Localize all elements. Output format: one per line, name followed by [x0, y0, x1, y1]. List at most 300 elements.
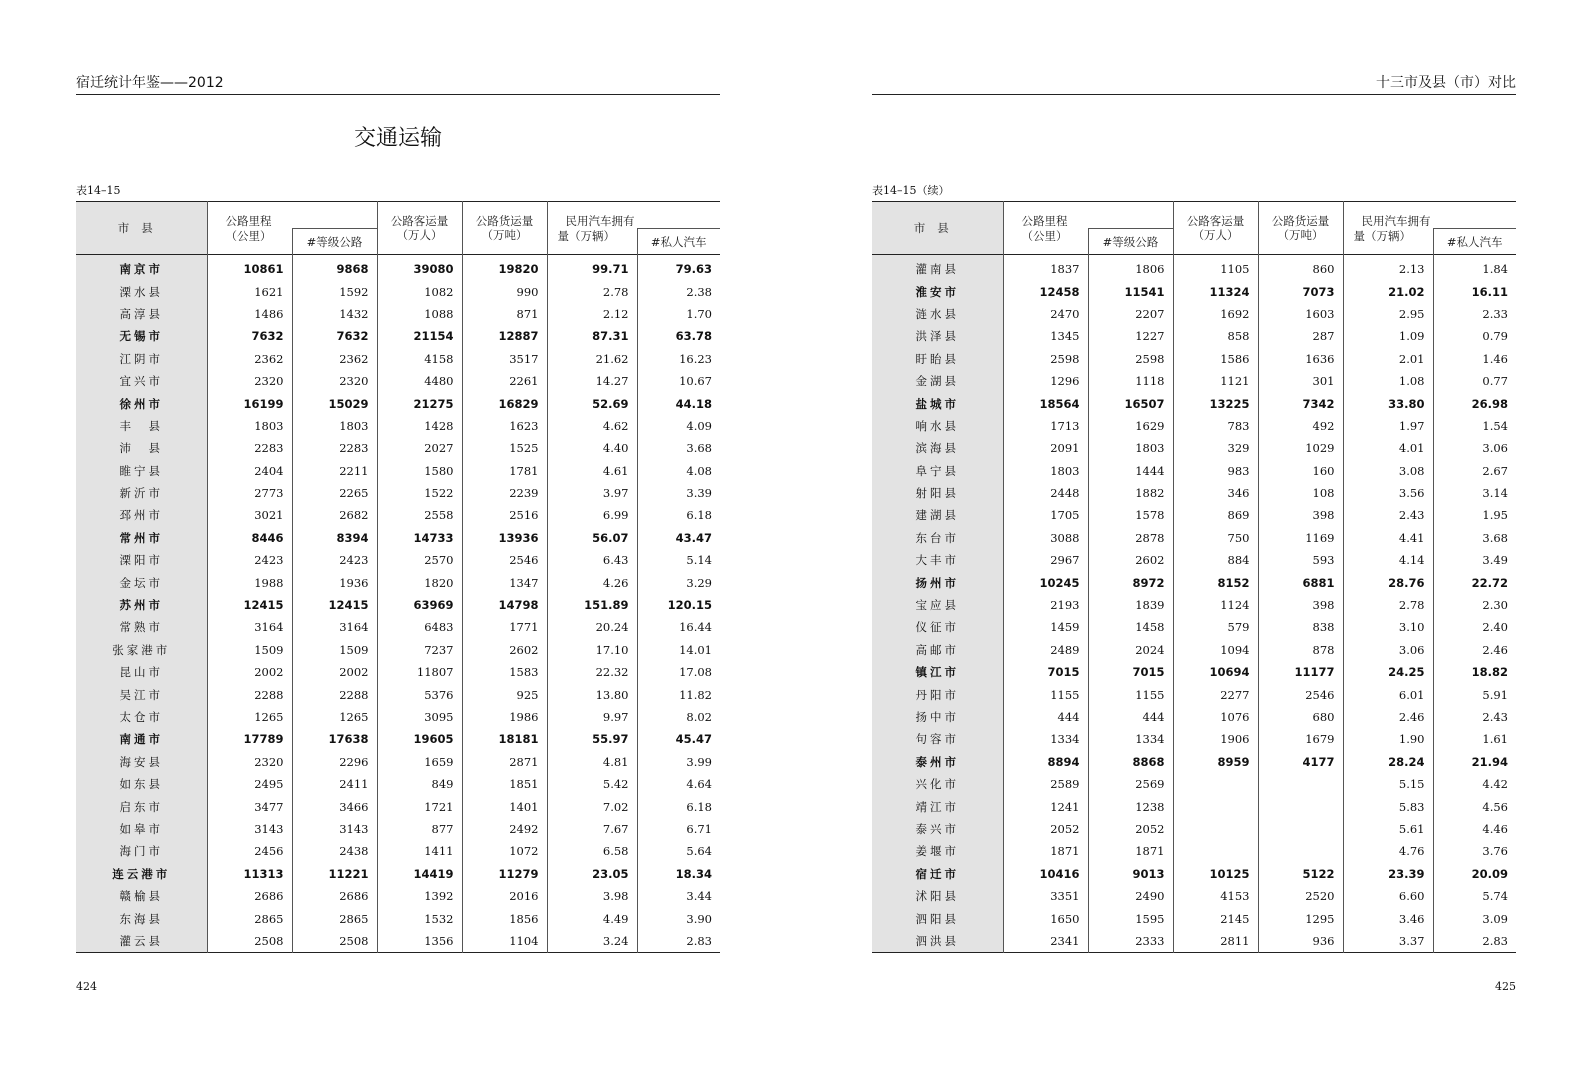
road-mileage-cell: 2423: [207, 549, 292, 571]
region-name: 赣榆县: [76, 885, 207, 907]
graded-roads-cell: 2024: [1088, 639, 1173, 661]
freight-volume-cell: 492: [1258, 415, 1343, 437]
region-name: 南京市: [76, 255, 207, 281]
passenger-volume-cell: 2558: [377, 504, 462, 526]
road-mileage-cell: 1837: [1003, 255, 1088, 281]
private-cars-cell: 3.39: [637, 482, 720, 504]
transport-table-left: [76, 201, 720, 953]
private-cars-cell: 20.09: [1433, 863, 1516, 885]
vehicles-cell: 2.01: [1343, 348, 1433, 370]
passenger-volume-cell: 2811: [1173, 930, 1258, 953]
graded-roads-cell: 1227: [1088, 325, 1173, 347]
vehicles-cell: 3.37: [1343, 930, 1433, 953]
vehicles-cell: 3.10: [1343, 616, 1433, 638]
table-row: [76, 885, 720, 907]
table-row: [872, 527, 1516, 549]
road-mileage-cell: 16199: [207, 392, 292, 414]
graded-roads-cell: 1839: [1088, 594, 1173, 616]
region-name: 仪征市: [872, 616, 1003, 638]
passenger-volume-cell: 4158: [377, 348, 462, 370]
private-cars-cell: 3.68: [637, 437, 720, 459]
vehicles-cell: 4.26: [547, 571, 637, 593]
transport-table-right: [872, 201, 1516, 953]
passenger-volume-cell: 14419: [377, 863, 462, 885]
region-name: 宜兴市: [76, 370, 207, 392]
table-row: [76, 549, 720, 571]
vehicles-cell: 56.07: [547, 527, 637, 549]
private-cars-cell: 79.63: [637, 255, 720, 281]
freight-volume-cell: 1525: [462, 437, 547, 459]
table-row: [872, 370, 1516, 392]
graded-roads-cell: 1595: [1088, 907, 1173, 929]
private-cars-cell: 2.83: [637, 930, 720, 953]
header-passenger: [1173, 202, 1258, 255]
graded-roads-cell: 8394: [292, 527, 377, 549]
freight-volume-cell: 12887: [462, 325, 547, 347]
graded-roads-cell: 2490: [1088, 885, 1173, 907]
chapter-title: 十三市及县（市）对比: [1376, 75, 1516, 91]
private-cars-cell: 2.83: [1433, 930, 1516, 953]
table-row: [76, 751, 720, 773]
vehicles-cell: 3.56: [1343, 482, 1433, 504]
vehicles-cell: 5.15: [1343, 773, 1433, 795]
table-row: [76, 863, 720, 885]
freight-volume-cell: [1258, 818, 1343, 840]
private-cars-cell: 1.95: [1433, 504, 1516, 526]
private-cars-cell: 3.14: [1433, 482, 1516, 504]
region-name: 如皋市: [76, 818, 207, 840]
region-name: 吴江市: [76, 683, 207, 705]
passenger-volume-cell: 4153: [1173, 885, 1258, 907]
private-cars-cell: 3.06: [1433, 437, 1516, 459]
graded-roads-cell: 1629: [1088, 415, 1173, 437]
road-mileage-cell: 2341: [1003, 930, 1088, 953]
section-title: 交通运输: [353, 126, 442, 151]
graded-roads-cell: 1592: [292, 280, 377, 302]
table-row: [872, 773, 1516, 795]
vehicles-cell: 1.08: [1343, 370, 1433, 392]
freight-volume-cell: 1401: [462, 795, 547, 817]
road-mileage-cell: 10245: [1003, 571, 1088, 593]
region-name: 海安县: [76, 751, 207, 773]
freight-volume-cell: 2516: [462, 504, 547, 526]
passenger-volume-cell: 3095: [377, 706, 462, 728]
private-cars-cell: 0.79: [1433, 325, 1516, 347]
private-cars-cell: 3.29: [637, 571, 720, 593]
table-row: [872, 795, 1516, 817]
table-row: [76, 303, 720, 325]
private-cars-cell: 21.94: [1433, 751, 1516, 773]
table-row: [76, 527, 720, 549]
road-mileage-cell: 2967: [1003, 549, 1088, 571]
header-road-mileage-unit: （公里）: [1003, 229, 1088, 255]
freight-volume-cell: 1781: [462, 460, 547, 482]
vehicles-cell: 5.42: [547, 773, 637, 795]
region-name: 常熟市: [76, 616, 207, 638]
yearbook-title: 宿迁统计年鉴——2012: [76, 75, 224, 91]
passenger-volume-cell: 1532: [377, 907, 462, 929]
table-body-left: [76, 255, 720, 953]
private-cars-cell: 1.61: [1433, 728, 1516, 750]
private-cars-cell: 63.78: [637, 325, 720, 347]
private-cars-cell: 45.47: [637, 728, 720, 750]
freight-volume-cell: 1295: [1258, 907, 1343, 929]
passenger-volume-cell: 579: [1173, 616, 1258, 638]
region-name: 宿迁市: [872, 863, 1003, 885]
passenger-volume-cell: 2277: [1173, 683, 1258, 705]
road-mileage-cell: 1803: [1003, 460, 1088, 482]
road-mileage-cell: 1345: [1003, 325, 1088, 347]
table-row: [872, 863, 1516, 885]
vehicles-cell: 4.40: [547, 437, 637, 459]
private-cars-cell: 10.67: [637, 370, 720, 392]
vehicles-cell: 21.62: [547, 348, 637, 370]
table-row: [872, 571, 1516, 593]
private-cars-cell: 5.91: [1433, 683, 1516, 705]
vehicles-cell: 1.97: [1343, 415, 1433, 437]
table-row: [872, 392, 1516, 414]
freight-volume-cell: 11279: [462, 863, 547, 885]
vehicles-cell: 4.41: [1343, 527, 1433, 549]
region-name: 兴化市: [872, 773, 1003, 795]
graded-roads-cell: 2211: [292, 460, 377, 482]
vehicles-cell: 17.10: [547, 639, 637, 661]
header-road-mileage: [1003, 202, 1173, 229]
passenger-volume-cell: 1820: [377, 571, 462, 593]
passenger-volume-cell: 346: [1173, 482, 1258, 504]
header-region: 市县: [872, 202, 1003, 255]
passenger-volume-cell: 19605: [377, 728, 462, 750]
passenger-volume-cell: 21154: [377, 325, 462, 347]
freight-volume-cell: 287: [1258, 325, 1343, 347]
table-row: [872, 255, 1516, 281]
vehicles-cell: 7.02: [547, 795, 637, 817]
graded-roads-cell: 9868: [292, 255, 377, 281]
passenger-volume-cell: 8152: [1173, 571, 1258, 593]
table-row: [76, 683, 720, 705]
passenger-volume-cell: 1392: [377, 885, 462, 907]
region-name: 宝应县: [872, 594, 1003, 616]
vehicles-cell: 2.43: [1343, 504, 1433, 526]
graded-roads-cell: 2411: [292, 773, 377, 795]
vehicles-cell: 5.83: [1343, 795, 1433, 817]
private-cars-cell: 4.46: [1433, 818, 1516, 840]
table-row: [76, 594, 720, 616]
passenger-volume-cell: 877: [377, 818, 462, 840]
private-cars-cell: 120.15: [637, 594, 720, 616]
region-name: 丹阳市: [872, 683, 1003, 705]
table-row: [872, 661, 1516, 683]
road-mileage-cell: 2589: [1003, 773, 1088, 795]
region-name: 东海县: [76, 907, 207, 929]
table-row: [872, 325, 1516, 347]
region-name: 徐州市: [76, 392, 207, 414]
private-cars-cell: 5.14: [637, 549, 720, 571]
freight-volume-cell: 16829: [462, 392, 547, 414]
table-label-left: 表14–15: [76, 184, 121, 197]
freight-volume-cell: 2602: [462, 639, 547, 661]
header-road-mileage-unit: （公里）: [207, 229, 292, 255]
private-cars-cell: 2.67: [1433, 460, 1516, 482]
road-mileage-cell: 7632: [207, 325, 292, 347]
region-name: 金坛市: [76, 571, 207, 593]
private-cars-cell: 3.49: [1433, 549, 1516, 571]
freight-volume-cell: 4177: [1258, 751, 1343, 773]
region-name: 灌南县: [872, 255, 1003, 281]
road-mileage-cell: 11313: [207, 863, 292, 885]
table-row: [872, 437, 1516, 459]
header-freight: [462, 202, 547, 255]
road-mileage-cell: 2362: [207, 348, 292, 370]
road-mileage-cell: 1871: [1003, 840, 1088, 862]
passenger-volume-cell: 869: [1173, 504, 1258, 526]
graded-roads-cell: 2296: [292, 751, 377, 773]
header-passenger-label: 公路客运量: [1186, 214, 1245, 228]
table-row: [872, 683, 1516, 705]
passenger-volume-cell: 1522: [377, 482, 462, 504]
table-row: [76, 437, 720, 459]
region-name: 常州市: [76, 527, 207, 549]
freight-volume-cell: 13936: [462, 527, 547, 549]
road-mileage-cell: 1705: [1003, 504, 1088, 526]
table-row: [872, 504, 1516, 526]
header-graded-roads: #等级公路: [1088, 229, 1173, 255]
freight-volume-cell: 5122: [1258, 863, 1343, 885]
passenger-volume-cell: 1082: [377, 280, 462, 302]
graded-roads-cell: 9013: [1088, 863, 1173, 885]
passenger-volume-cell: 329: [1173, 437, 1258, 459]
private-cars-cell: 3.90: [637, 907, 720, 929]
graded-roads-cell: 2207: [1088, 303, 1173, 325]
region-name: 滨海县: [872, 437, 1003, 459]
road-mileage-cell: 3143: [207, 818, 292, 840]
road-mileage-cell: 1459: [1003, 616, 1088, 638]
passenger-volume-cell: 14733: [377, 527, 462, 549]
region-name: 响水县: [872, 415, 1003, 437]
vehicles-cell: 20.24: [547, 616, 637, 638]
header-vehicles-label: 民用汽车拥有: [565, 214, 635, 228]
road-mileage-cell: 10861: [207, 255, 292, 281]
road-mileage-cell: 7015: [1003, 661, 1088, 683]
region-name: 金湖县: [872, 370, 1003, 392]
graded-roads-cell: 3143: [292, 818, 377, 840]
road-mileage-cell: 3021: [207, 504, 292, 526]
road-mileage-cell: 3477: [207, 795, 292, 817]
table-row: [872, 885, 1516, 907]
table-row: [76, 325, 720, 347]
vehicles-cell: 28.24: [1343, 751, 1433, 773]
graded-roads-cell: 2362: [292, 348, 377, 370]
freight-volume-cell: 19820: [462, 255, 547, 281]
road-mileage-cell: 17789: [207, 728, 292, 750]
road-mileage-cell: 1296: [1003, 370, 1088, 392]
road-mileage-cell: 1621: [207, 280, 292, 302]
region-name: 睢宁县: [76, 460, 207, 482]
table-row: [76, 348, 720, 370]
freight-volume-cell: [1258, 840, 1343, 862]
region-name: 扬州市: [872, 571, 1003, 593]
freight-volume-cell: 1851: [462, 773, 547, 795]
graded-roads-cell: 2686: [292, 885, 377, 907]
graded-roads-cell: 1803: [292, 415, 377, 437]
private-cars-cell: 1.84: [1433, 255, 1516, 281]
road-mileage-cell: 2508: [207, 930, 292, 953]
road-mileage-cell: 1334: [1003, 728, 1088, 750]
freight-volume-cell: 2261: [462, 370, 547, 392]
region-name: 溧阳市: [76, 549, 207, 571]
road-mileage-cell: 2404: [207, 460, 292, 482]
freight-volume-cell: 860: [1258, 255, 1343, 281]
passenger-volume-cell: 2027: [377, 437, 462, 459]
road-mileage-cell: 2002: [207, 661, 292, 683]
left-page: [76, 0, 720, 1077]
passenger-volume-cell: 63969: [377, 594, 462, 616]
passenger-volume-cell: 849: [377, 773, 462, 795]
freight-volume-cell: 2520: [1258, 885, 1343, 907]
private-cars-cell: 4.56: [1433, 795, 1516, 817]
freight-volume-cell: 398: [1258, 594, 1343, 616]
table-row: [76, 482, 720, 504]
vehicles-cell: 2.13: [1343, 255, 1433, 281]
header-passenger-unit: （万人）: [1192, 228, 1239, 242]
region-name: 无锡市: [76, 325, 207, 347]
road-mileage-cell: 2320: [207, 751, 292, 773]
private-cars-cell: 8.02: [637, 706, 720, 728]
region-name: 洪泽县: [872, 325, 1003, 347]
passenger-volume-cell: 884: [1173, 549, 1258, 571]
road-mileage-cell: 2288: [207, 683, 292, 705]
vehicles-cell: 4.61: [547, 460, 637, 482]
table-row: [872, 482, 1516, 504]
graded-roads-cell: 1118: [1088, 370, 1173, 392]
freight-volume-cell: 6881: [1258, 571, 1343, 593]
road-mileage-cell: 2283: [207, 437, 292, 459]
vehicles-cell: 13.80: [547, 683, 637, 705]
region-name: 涟水县: [872, 303, 1003, 325]
region-name: 如东县: [76, 773, 207, 795]
private-cars-cell: 3.09: [1433, 907, 1516, 929]
region-name: 邳州市: [76, 504, 207, 526]
vehicles-cell: 6.99: [547, 504, 637, 526]
road-mileage-cell: 2865: [207, 907, 292, 929]
region-name: 泰兴市: [872, 818, 1003, 840]
table-row: [76, 280, 720, 302]
road-mileage-cell: 12415: [207, 594, 292, 616]
passenger-volume-cell: 6483: [377, 616, 462, 638]
region-name: 建湖县: [872, 504, 1003, 526]
freight-volume-cell: 301: [1258, 370, 1343, 392]
header-road-mileage: [207, 202, 377, 229]
table-row: [76, 639, 720, 661]
table-row: [76, 795, 720, 817]
table-row: [76, 571, 720, 593]
private-cars-cell: 2.46: [1433, 639, 1516, 661]
table-row: [76, 773, 720, 795]
private-cars-cell: 18.34: [637, 863, 720, 885]
freight-volume-cell: 1603: [1258, 303, 1343, 325]
private-cars-cell: 3.99: [637, 751, 720, 773]
road-mileage-cell: 2470: [1003, 303, 1088, 325]
freight-volume-cell: 1623: [462, 415, 547, 437]
graded-roads-cell: 1509: [292, 639, 377, 661]
freight-volume-cell: 7073: [1258, 280, 1343, 302]
freight-volume-cell: 990: [462, 280, 547, 302]
freight-volume-cell: 1347: [462, 571, 547, 593]
graded-roads-cell: 8972: [1088, 571, 1173, 593]
graded-roads-cell: 11221: [292, 863, 377, 885]
vehicles-cell: 3.08: [1343, 460, 1433, 482]
table-row: [76, 818, 720, 840]
freight-volume-cell: 11177: [1258, 661, 1343, 683]
graded-roads-cell: 3466: [292, 795, 377, 817]
vehicles-cell: 4.81: [547, 751, 637, 773]
region-name: 海门市: [76, 840, 207, 862]
region-name: 高邮市: [872, 639, 1003, 661]
freight-volume-cell: 18181: [462, 728, 547, 750]
freight-volume-cell: 2016: [462, 885, 547, 907]
road-mileage-cell: 444: [1003, 706, 1088, 728]
running-head-left: [76, 74, 720, 95]
region-name: 丰 县: [76, 415, 207, 437]
table-row: [872, 348, 1516, 370]
freight-volume-cell: 1169: [1258, 527, 1343, 549]
freight-volume-cell: 2546: [1258, 683, 1343, 705]
header-vehicles-unit: 量（万辆）: [547, 229, 637, 255]
graded-roads-cell: 2423: [292, 549, 377, 571]
passenger-volume-cell: 7237: [377, 639, 462, 661]
road-mileage-cell: 3351: [1003, 885, 1088, 907]
vehicles-cell: 33.80: [1343, 392, 1433, 414]
region-name: 连云港市: [76, 863, 207, 885]
region-name: 句容市: [872, 728, 1003, 750]
region-name: 淮安市: [872, 280, 1003, 302]
region-name: 靖江市: [872, 795, 1003, 817]
header-vehicles-unit: 量（万辆）: [1343, 229, 1433, 255]
graded-roads-cell: 8868: [1088, 751, 1173, 773]
vehicles-cell: 9.97: [547, 706, 637, 728]
graded-roads-cell: 2283: [292, 437, 377, 459]
vehicles-cell: 4.62: [547, 415, 637, 437]
table-row: [872, 639, 1516, 661]
road-mileage-cell: 2320: [207, 370, 292, 392]
private-cars-cell: 6.71: [637, 818, 720, 840]
private-cars-cell: 18.82: [1433, 661, 1516, 683]
table-row: [76, 370, 720, 392]
table-row: [872, 751, 1516, 773]
private-cars-cell: 6.18: [637, 504, 720, 526]
table-row: [872, 415, 1516, 437]
road-mileage-cell: 2686: [207, 885, 292, 907]
vehicles-cell: 3.06: [1343, 639, 1433, 661]
vehicles-cell: 4.14: [1343, 549, 1433, 571]
graded-roads-cell: 1578: [1088, 504, 1173, 526]
private-cars-cell: 3.44: [637, 885, 720, 907]
road-mileage-cell: 2448: [1003, 482, 1088, 504]
private-cars-cell: 14.01: [637, 639, 720, 661]
road-mileage-cell: 2193: [1003, 594, 1088, 616]
vehicles-cell: 3.97: [547, 482, 637, 504]
road-mileage-cell: 18564: [1003, 392, 1088, 414]
vehicles-cell: 3.24: [547, 930, 637, 953]
header-vehicles-label: 民用汽车拥有: [1361, 214, 1431, 228]
road-mileage-cell: 2489: [1003, 639, 1088, 661]
header-freight-label: 公路货运量: [475, 214, 534, 228]
region-name: 灌云县: [76, 930, 207, 953]
region-name: 苏州市: [76, 594, 207, 616]
passenger-volume-cell: 1580: [377, 460, 462, 482]
passenger-volume-cell: 1356: [377, 930, 462, 953]
private-cars-cell: 2.40: [1433, 616, 1516, 638]
